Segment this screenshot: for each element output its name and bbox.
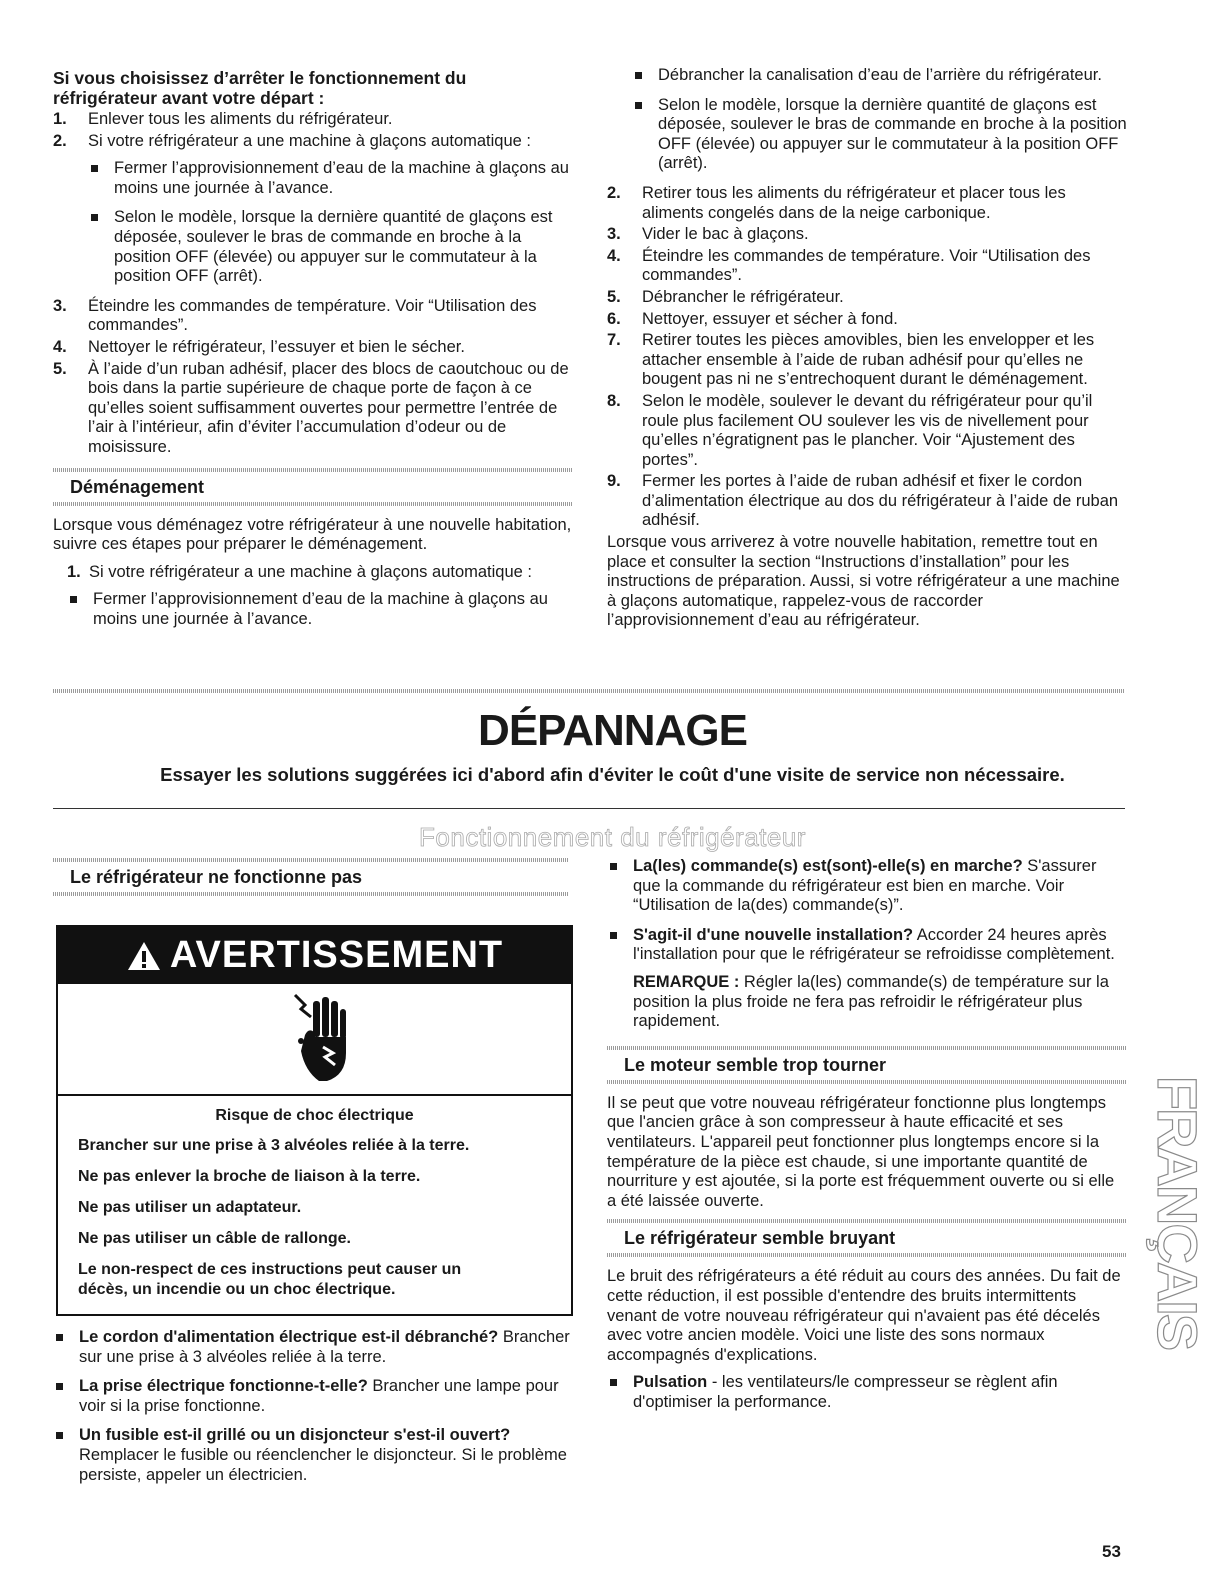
- list-item: [607, 310, 1127, 330]
- note-label: REMARQUE :: [633, 972, 740, 991]
- step-number: 9.: [607, 472, 621, 491]
- list-item: [67, 563, 573, 630]
- not-running-heading: Le réfrigérateur ne fonctionne pas: [53, 858, 568, 896]
- warning-risk: Risque de choc électrique: [215, 1107, 414, 1124]
- bullet-item: Fermer l’approvisionnement d’eau de la machine à glaçons au moins une journée à l’avance.: [88, 159, 573, 198]
- noisy-text: Le bruit des réfrigérateurs a été réduit au cours des années. Du fait de cette réduction, il est possible d'entendre des bruits intermittents venant de votre nouveau réfrigérateur qui n'avaient pas été décelés avec votre ancien modèle. Voici une liste des sons normaux accompagnés d'explications.: [607, 1267, 1121, 1364]
- step-number: 3.: [53, 296, 67, 315]
- list-item: [607, 184, 1127, 223]
- check-answer: S'assurer que la commande du réfrigérateur est bien en marche. Voir “Utilisation de la(des) commande(s)”.: [633, 857, 1097, 915]
- right-column-bottom: [607, 857, 1127, 1422]
- list-item: [53, 132, 573, 287]
- step-text: Selon le modèle, soulever le devant du réfrigérateur pour qu’il roule plus facilement OU soulever les vis de nivellement pour qu’elles n’égratignent pas le plancher. Voir “Ajustement des portes”.: [642, 391, 1093, 469]
- left-column-top: [53, 68, 573, 639]
- step-number: 3.: [607, 225, 621, 244]
- check-answer: Remplacer le fusible ou réenclencher le disjoncteur. Si le problème persiste, appeler un électricien.: [79, 1445, 567, 1484]
- warning-triangle-icon: [126, 940, 162, 972]
- check-question: Un fusible est-il grillé ou un disjoncteur s'est-il ouvert?: [79, 1426, 511, 1445]
- right-column-top: [607, 66, 1127, 639]
- step-text: Éteindre les commandes de température. Voir “Utilisation des commandes”.: [642, 246, 1091, 285]
- bullet-item: Selon le modèle, lorsque la dernière quantité de glaçons est déposée, soulever le bras de commande en broche à la position OFF (élevée) ou appuyer sur le commutateur à la position OFF (arrêt).: [632, 96, 1127, 174]
- section-divider: [53, 689, 1125, 693]
- moving-closing: Lorsque vous arriverez à votre nouvelle habitation, remettre tout en place et consulter la section “Instructions d’installation” pour les instructions de préparation. Aussi, si votre réfrigérateur a une machine à glaçons automatique, rappelez-vous de raccorder l’approvisionnement d’eau au réfrigérateur.: [607, 533, 1120, 630]
- check-answer: Brancher une lampe pour voir si la prise fonctionne.: [79, 1377, 559, 1415]
- step-number: 6.: [607, 309, 621, 328]
- bullet-item: Fermer l’approvisionnement d’eau de la machine à glaçons au moins une journée à l’avance.: [67, 590, 573, 629]
- step-text: Nettoyer le réfrigérateur, l’essuyer et bien le sécher.: [88, 337, 465, 356]
- check-item: [53, 1426, 573, 1485]
- bullet-item: Selon le modèle, lorsque la dernière quantité de glaçons est déposée, soulever le bras de commande en broche à la position OFF (élevée) ou appuyer sur le commutateur à la position OFF (arrêt).: [88, 208, 573, 286]
- step-number: 8.: [607, 391, 621, 410]
- list-item: [53, 297, 573, 336]
- list-item: [607, 331, 1127, 390]
- step-text: À l’aide d’un ruban adhésif, placer des blocs de caoutchouc ou de bois dans la partie supérieure de chaque porte de façon à ce qu’elles soient suffisamment ouvertes pour permettre l’entrée de l’air à l’intérieur, afin d’éviter l’accumulation d’odeur ou de moisissure.: [88, 359, 569, 456]
- bullet-list: [88, 159, 573, 287]
- step-text: Enlever tous les aliments du réfrigérateur.: [88, 110, 393, 128]
- list-item: [53, 338, 573, 358]
- step-number: 4.: [53, 337, 67, 356]
- noisy-heading: Le réfrigérateur semble bruyant: [607, 1219, 1127, 1257]
- shutdown-heading: Si vous choisissez d’arrêter le fonctionnement du réfrigérateur avant votre départ :: [53, 68, 467, 108]
- moving-heading: Déménagement: [53, 468, 573, 506]
- check-item: [607, 926, 1127, 1032]
- check-question: Le cordon d'alimentation électrique est-il débranché?: [79, 1328, 499, 1346]
- moving-intro: Lorsque vous déménagez votre réfrigérateur à une nouvelle habitation, suivre ces étapes pour préparer le déménagement.: [53, 515, 572, 554]
- check-item: [607, 857, 1127, 916]
- sound-item: [607, 1373, 1127, 1412]
- sound-list: [607, 1373, 1127, 1412]
- page-title: DÉPANNAGE: [478, 706, 747, 755]
- warning-bar: [58, 927, 571, 984]
- note-text: Régler la(les) commande(s) de température sur la position la plus froide ne fera pas refroidir le réfrigérateur plus rapidement.: [633, 972, 1109, 1031]
- step-text: Retirer toutes les pièces amovibles, bien les envelopper et les attacher ensemble à l’aide de ruban adhésif pour qu’elles ne bougent pas ni ne s’entrechoquent durant le déménagement.: [642, 331, 1095, 389]
- check-list: [53, 1328, 573, 1485]
- warning-line: Ne pas utiliser un adaptateur.: [78, 1199, 302, 1216]
- divider: [53, 808, 1125, 809]
- bullet-list: [607, 66, 1127, 174]
- motor-text: Il se peut que votre nouveau réfrigérateur fonctionne plus longtemps que l'ancien grâce à son compresseur à haute efficacité et ses ventilateurs. L'appareil peut fonctionner plus longtemps encore si la température de la pièce est chaude, si une importante quantité de nourriture y est ajoutée, si la porte est fréquemment ouverte ou si elle a été laissée ouverte.: [607, 1093, 1115, 1210]
- electric-shock-hand-icon: [275, 991, 355, 1087]
- list-item: [607, 288, 1127, 308]
- warning-box: [56, 925, 573, 1316]
- step-text: Retirer tous les aliments du réfrigérateur et placer tous les aliments congelés dans de la neige carbonique.: [642, 183, 1066, 222]
- step-number: 2.: [53, 131, 67, 150]
- step-text: Éteindre les commandes de température. Voir “Utilisation des commandes”.: [88, 296, 537, 335]
- warning-pictogram: [58, 984, 571, 1096]
- check-question: S'agit-il d'une nouvelle installation?: [633, 925, 914, 944]
- step-number: 5.: [53, 359, 67, 378]
- warning-title: AVERTISSEMENT: [169, 934, 504, 976]
- page-subtitle: Essayer les solutions suggérées ici d'abord afin d'éviter le coût d'une visite de service non nécessaire.: [160, 764, 1065, 785]
- bullet-list: [67, 590, 573, 629]
- page-number: 53: [1102, 1542, 1121, 1561]
- list-item: [607, 472, 1127, 531]
- step-number: 7.: [607, 331, 621, 350]
- step-text: Débrancher le réfrigérateur.: [642, 287, 844, 306]
- step-text: Vider le bac à glaçons.: [642, 225, 809, 244]
- list-item: [607, 392, 1127, 470]
- sound-label: Pulsation: [633, 1373, 708, 1392]
- list-item: [607, 225, 1127, 245]
- moving-steps-right: [607, 184, 1127, 531]
- step-number: 5.: [607, 287, 621, 306]
- side-tab-label: FRANÇAIS: [1146, 1075, 1210, 1349]
- note: [633, 973, 1127, 1032]
- check-list: [607, 857, 1127, 1032]
- moving-steps-left: [53, 563, 573, 630]
- step-text: Nettoyer, essuyer et sécher à fond.: [642, 309, 898, 328]
- warning-text: [58, 1096, 571, 1300]
- not-running-section: [53, 858, 568, 896]
- warning-line: Ne pas enlever la broche de liaison à la terre.: [78, 1168, 421, 1185]
- bullet-item: Débrancher la canalisation d’eau de l’arrière du réfrigérateur.: [632, 66, 1127, 86]
- step-number: 4.: [607, 246, 621, 265]
- check-answer: Brancher sur une prise à 3 alvéoles reliée à la terre.: [79, 1328, 570, 1366]
- list-item: [53, 360, 573, 458]
- step-text: Si votre réfrigérateur a une machine à glaçons automatique :: [89, 562, 533, 581]
- step-number: 1.: [67, 562, 81, 581]
- check-item: [53, 1328, 573, 1367]
- check-answer: Accorder 24 heures après l'installation pour que le réfrigérateur se refroidisse complètement.: [633, 925, 1115, 964]
- warning-line: Le non-respect de ces instructions peut causer un décès, un incendie ou un choc électrique.: [78, 1261, 462, 1298]
- step-text: Si votre réfrigérateur a une machine à glaçons automatique :: [88, 131, 532, 150]
- check-item: [53, 1377, 573, 1416]
- check-question: La prise électrique fonctionne-t-elle?: [79, 1377, 368, 1396]
- sound-text: - les ventilateurs/le compresseur se règlent afin d'optimiser la performance.: [633, 1373, 1058, 1411]
- section-title: Fonctionnement du réfrigérateur: [419, 822, 806, 852]
- step-number: 2.: [607, 183, 621, 202]
- warning-line: Brancher sur une prise à 3 alvéoles reliée à la terre.: [78, 1137, 470, 1154]
- check-question: La(les) commande(s) est(sont)-elle(s) en marche?: [633, 857, 1023, 875]
- left-column-bottom: [53, 1328, 573, 1495]
- shutdown-steps: [53, 110, 573, 458]
- warning-line: Ne pas utiliser un câble de rallonge.: [78, 1230, 351, 1247]
- motor-heading: Le moteur semble trop tourner: [607, 1046, 1127, 1084]
- list-item: [53, 110, 573, 130]
- language-side-tab: [1138, 1075, 1218, 1349]
- step-text: Fermer les portes à l’aide de ruban adhésif et fixer le cordon d’alimentation électrique au dos du réfrigérateur à l’aide de ruban adhésif.: [642, 472, 1119, 530]
- list-item: [607, 247, 1127, 286]
- step-number: 1.: [53, 110, 67, 128]
